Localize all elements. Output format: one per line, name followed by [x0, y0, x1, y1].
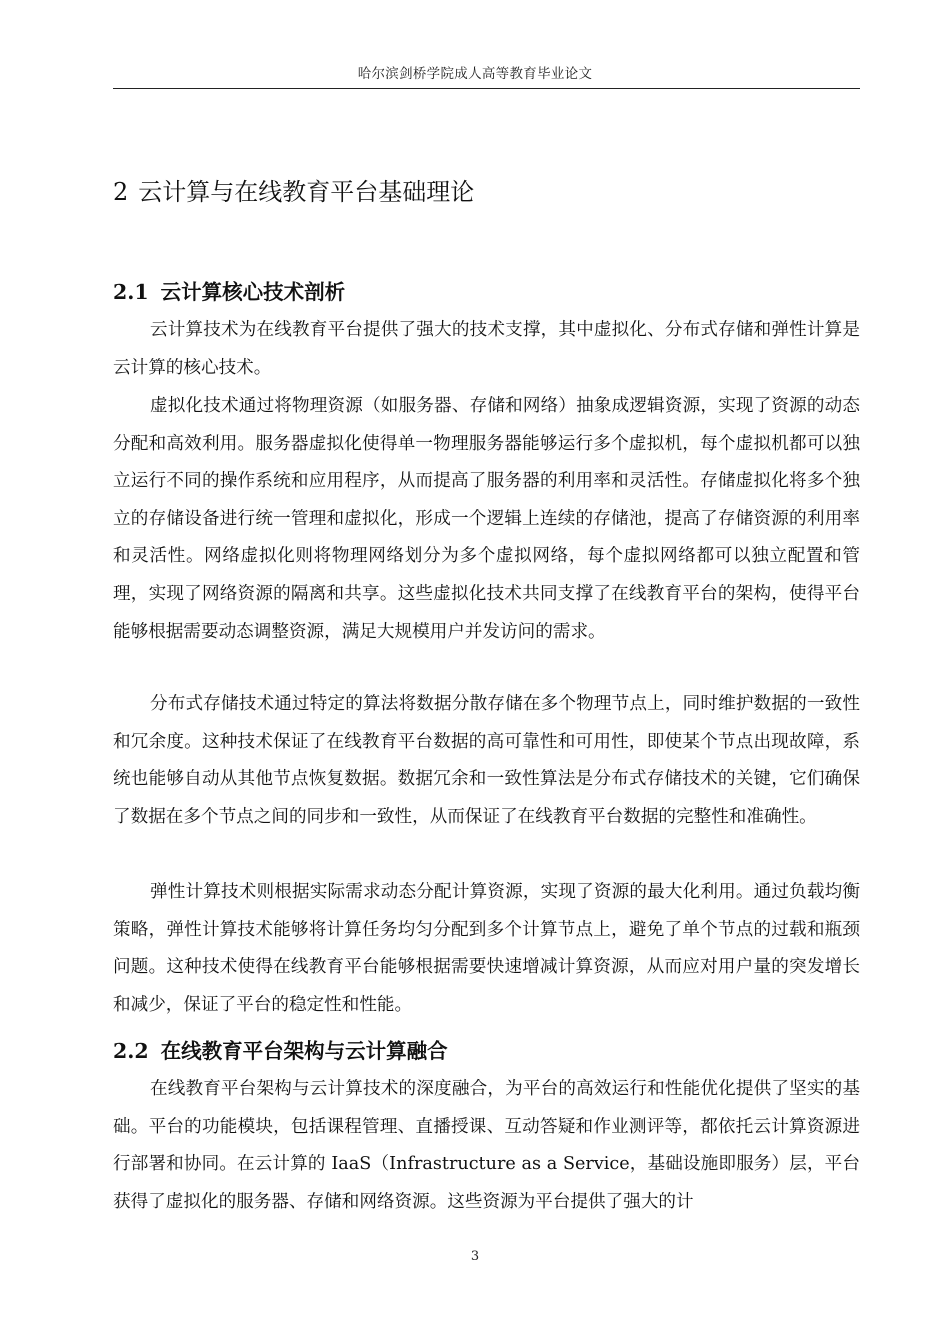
section-number: 2.1	[113, 280, 149, 304]
section-title-text: 在线教育平台架构与云计算融合	[160, 1039, 448, 1063]
section-title-2-2	[113, 1034, 448, 1064]
header-divider	[113, 88, 860, 89]
paragraph: 分布式存储技术通过特定的算法将数据分散存储在多个物理节点上，同时维护数据的一致性和冗余度。这种技术保证了在线教育平台数据的高可靠性和可用性，即使某个节点出现故障，系统也能够自动从其他节点恢复数据。数据冗余和一致性算法是分布式存储技术的关键，它们确保了数据在多个节点之间的同步和一致性，从而保证了在线教育平台数据的完整性和准确性。	[113, 694, 860, 827]
page-number: 3	[470, 1249, 480, 1264]
chapter-number: 2	[113, 178, 129, 206]
paragraph: 在线教育平台架构与云计算技术的深度融合，为平台的高效运行和性能优化提供了坚实的基础。平台的功能模块，包括课程管理、直播授课、互动答疑和作业测评等，都依托云计算资源进行部署和协同。在云计算的 IaaS（Infrastructure as a Service，基础设施即服务）层，平台获得了虚拟化的服务器、存储和网络资源。这些资源为平台提供了强大的计	[113, 1079, 860, 1212]
section-title-text: 云计算核心技术剖析	[160, 280, 346, 304]
paragraph: 云计算技术为在线教育平台提供了强大的技术支撑，其中虚拟化、分布式存储和弹性计算是云计算的核心技术。	[113, 320, 860, 378]
page-header: 哈尔滨剑桥学院成人高等教育毕业论文	[357, 66, 593, 82]
chapter-title-text: 云计算与在线教育平台基础理论	[138, 178, 475, 206]
paragraph: 虚拟化技术通过将物理资源（如服务器、存储和网络）抽象成逻辑资源，实现了资源的动态分配和高效利用。服务器虚拟化使得单一物理服务器能够运行多个虚拟机，每个虚拟机都可以独立运行不同的操作系统和应用程序，从而提高了服务器的利用率和灵活性。存储虚拟化将多个独立的存储设备进行统一管理和虚拟化，形成一个逻辑上连续的存储池，提高了存储资源的利用率和灵活性。网络虚拟化则将物理网络划分为多个虚拟网络，每个虚拟网络都可以独立配置和管理，实现了网络资源的隔离和共享。这些虚拟化技术共同支撑了在线教育平台的架构，使得平台能够根据需要动态调整资源，满足大规模用户并发访问的需求。	[113, 396, 860, 642]
section-title-2-1	[113, 275, 345, 305]
section-number: 2.2	[113, 1039, 149, 1063]
chapter-title	[113, 172, 474, 207]
paragraph: 弹性计算技术则根据实际需求动态分配计算资源，实现了资源的最大化利用。通过负载均衡策略，弹性计算技术能够将计算任务均匀分配到多个计算节点上，避免了单个节点的过载和瓶颈问题。这种技术使得在线教育平台能够根据需要快速增减计算资源，从而应对用户量的突发增长和减少，保证了平台的稳定性和性能。	[113, 882, 860, 1015]
